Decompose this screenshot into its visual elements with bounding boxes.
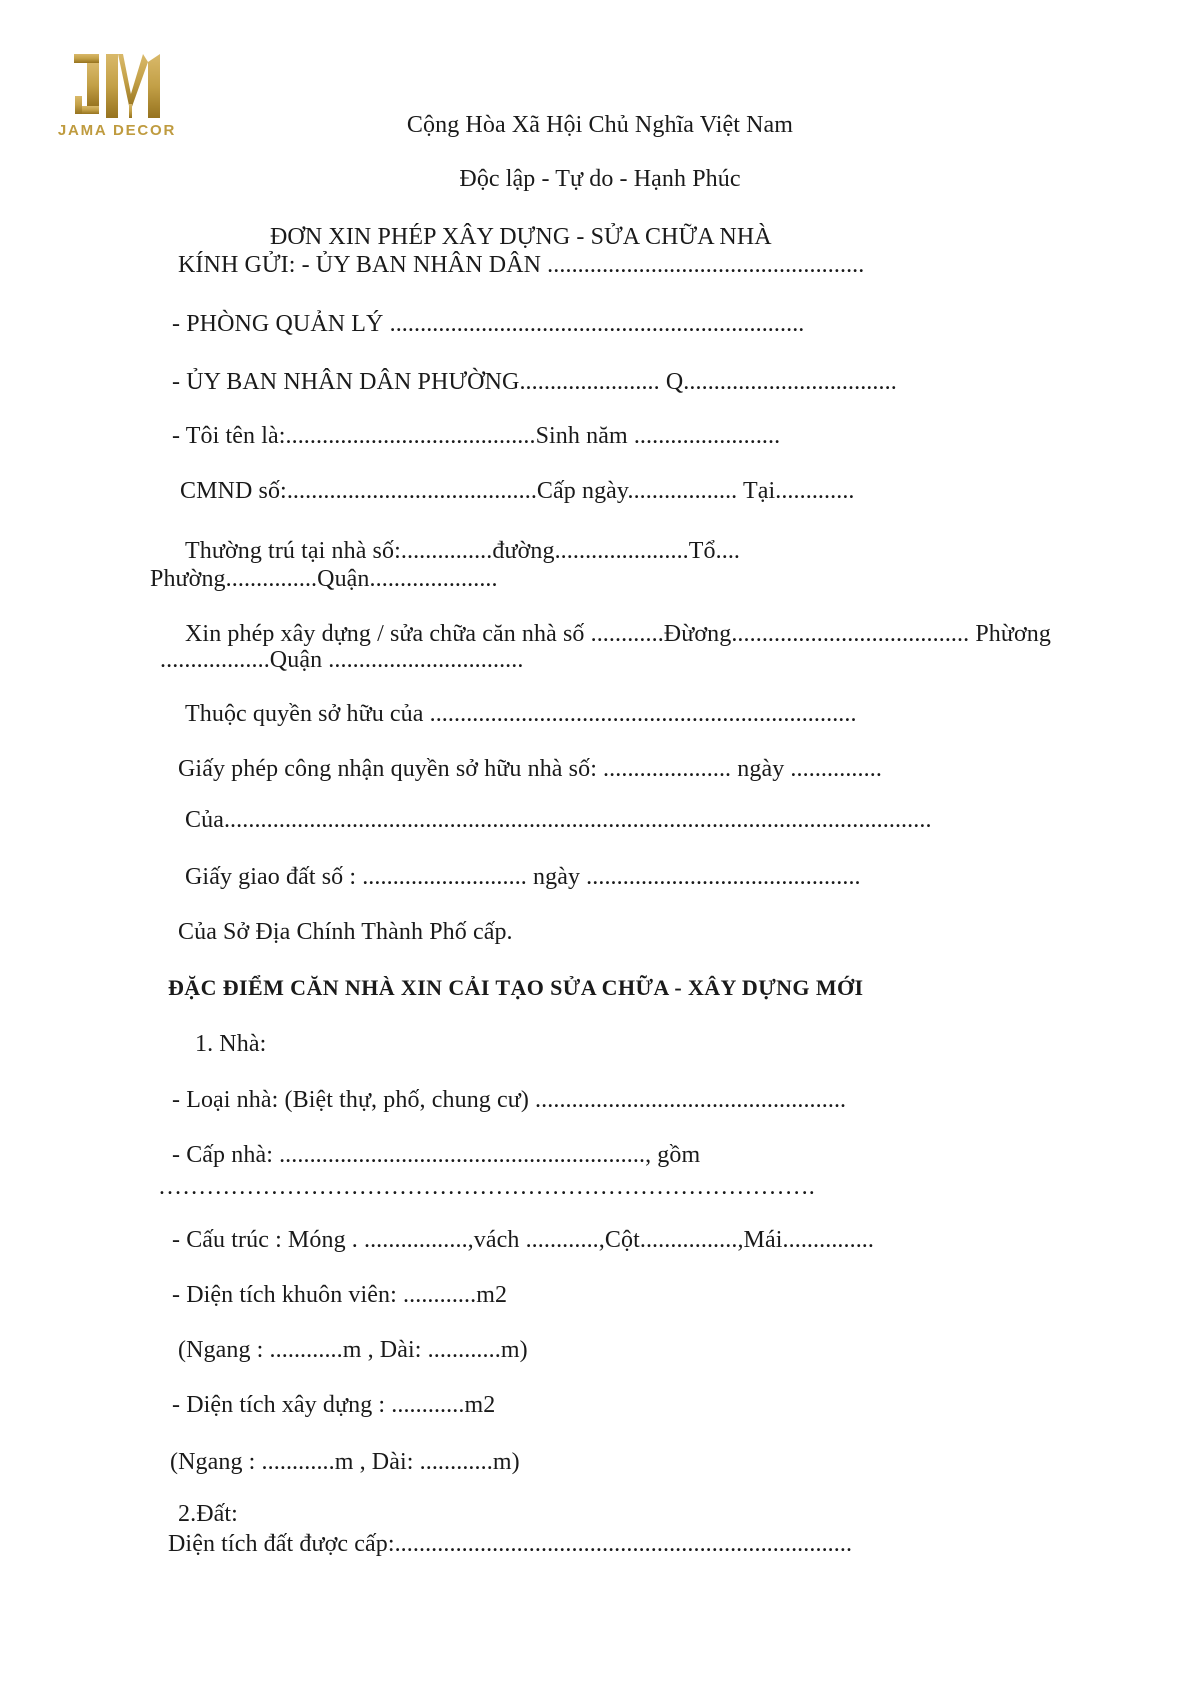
- line-thuoc-quyen: Thuộc quyền sở hữu của ......................................................................: [185, 701, 857, 727]
- line-dotted-continuation: ……………………………………………………………………….: [158, 1174, 815, 1200]
- line-phuong-quan: Phường...............Quận.....................: [150, 566, 498, 592]
- line-cau-truc: - Cấu trúc : Móng . .................,vách ............,Cột................,Mái...............: [172, 1227, 875, 1253]
- logo-brand-text: JAMA DECOR: [57, 122, 177, 139]
- line-toi-ten: - Tôi tên là:.........................................Sinh năm ........................: [172, 423, 781, 449]
- line-dien-tich-xay-dung: - Diện tích xây dựng : ............m2: [172, 1392, 496, 1418]
- line-so-dia-chinh: Của Sở Địa Chính Thành Phố cấp.: [178, 919, 513, 945]
- line-giay-giao-dat: Giấy giao đất số : ........................... ngày .............................................: [185, 864, 861, 890]
- line-kinh-gui: KÍNH GỬI: - ỦY BAN NHÂN DÂN ....................................................: [178, 252, 865, 278]
- line-uy-ban-phuong: - ỦY BAN NHÂN DÂN PHƯỜNG....................... Q...................................: [172, 369, 897, 395]
- header-line-2: Độc lập - Tự do - Hạnh Phúc: [459, 166, 741, 192]
- form-title: ĐƠN XIN PHÉP XÂY DỰNG - SỬA CHỮA NHÀ: [270, 224, 772, 250]
- line-giay-phep-cong-nhan: Giấy phép công nhận quyền sở hữu nhà số: ..................... ngày ...............: [178, 756, 882, 782]
- line-cua: Của....................................................................................................................: [185, 807, 932, 833]
- header-line-1: Cộng Hòa Xã Hội Chủ Nghĩa Việt Nam: [406, 112, 794, 138]
- line-thuong-tru: Thường trú tại nhà số:...............đường......................Tổ....: [185, 538, 741, 564]
- line-2-dat: 2.Đất:: [178, 1501, 238, 1527]
- jm-monogram-icon: [73, 54, 161, 118]
- line-cmnd: CMND số:.........................................Cấp ngày.................. Tại.............: [180, 478, 855, 504]
- line-loai-nha: - Loại nhà: (Biệt thự, phố, chung cư) ...................................................: [172, 1087, 847, 1113]
- line-dien-tich-dat: Diện tích đất được cấp:...........................................................................: [168, 1531, 853, 1557]
- line-1-nha: 1. Nhà:: [195, 1031, 267, 1057]
- line-ngang-dai-2: (Ngang : ............m , Dài: ............m): [170, 1449, 520, 1475]
- line-phong-quan-ly: - PHÒNG QUẢN LÝ ....................................................................: [172, 311, 805, 337]
- line-cap-nha: - Cấp nhà: ............................................................, gồm: [172, 1142, 701, 1168]
- line-ngang-dai-1: (Ngang : ............m , Dài: ............m): [178, 1337, 528, 1363]
- line-xin-phep: Xin phép xây dựng / sửa chữa căn nhà số ............Đừơng....................................... Phừơng: [185, 621, 1051, 647]
- section-heading: ĐẶC ĐIỂM CĂN NHÀ XIN CẢI TẠO SỬA CHỮA - XÂY DỰNG MỚI: [168, 975, 864, 1000]
- line-quan-2: ..................Quận ................................: [160, 647, 524, 673]
- line-dien-tich-khuon-vien: - Diện tích khuôn viên: ............m2: [172, 1282, 508, 1308]
